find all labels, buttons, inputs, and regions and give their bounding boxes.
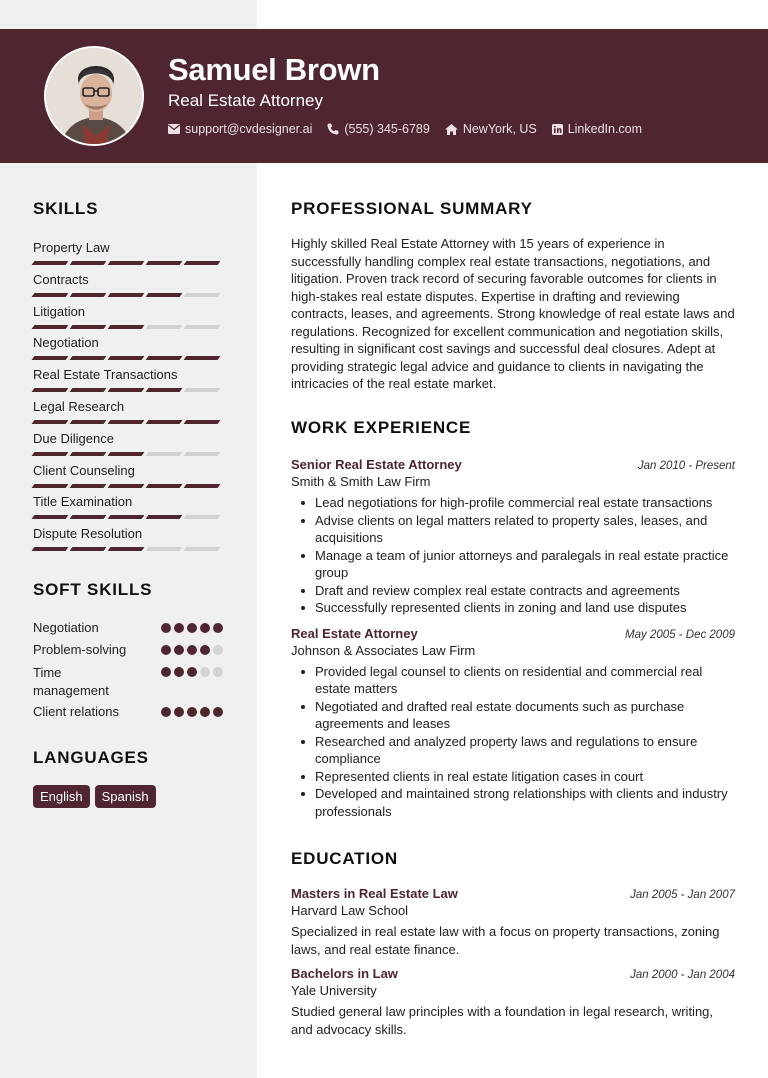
candidate-name: Samuel Brown (168, 52, 380, 87)
skill-level-segment (146, 547, 183, 551)
skill-level-segment (70, 420, 107, 424)
skill-level-segment (108, 420, 145, 424)
education-entry (291, 886, 735, 958)
language-tag: English (33, 785, 90, 808)
job-bullet: Negotiated and drafted real estate documents such as purchase agreements and leases (291, 698, 735, 733)
skill-row (33, 525, 223, 557)
skill-level-bar (33, 515, 223, 519)
education-section (291, 849, 735, 1038)
rating-dot (213, 623, 223, 633)
skill-label: Dispute Resolution (33, 526, 143, 542)
job-bullet: Draft and review complex real estate contracts and agreements (291, 582, 735, 600)
rating-dot (174, 645, 184, 655)
rating-dot (213, 645, 223, 655)
skill-level-segment (70, 356, 107, 360)
skill-level-segment (32, 293, 69, 297)
skill-level-segment (32, 356, 69, 360)
rating-dot (213, 667, 223, 677)
job-bullets (291, 494, 735, 617)
skill-level-segment (70, 293, 107, 297)
skill-level-segment (146, 420, 183, 424)
skill-level-segment (70, 325, 107, 329)
skill-label: Property Law (33, 240, 110, 255)
education-date: Jan 2000 - Jan 2004 (630, 969, 735, 981)
skill-level-segment (146, 388, 183, 392)
rating-dot (174, 623, 184, 633)
skill-level-segment (108, 515, 145, 519)
education-school: Yale University (291, 983, 377, 998)
job-role: Senior Real Estate Attorney (291, 457, 462, 472)
skill-row (33, 430, 223, 462)
skill-row (33, 239, 223, 271)
skill-level-segment (184, 261, 221, 265)
job-company: Johnson & Associates Law Firm (291, 642, 476, 658)
skill-row (33, 462, 223, 494)
envelope-icon (168, 124, 180, 134)
skill-level-bar (33, 293, 223, 297)
rating-dot (187, 667, 197, 677)
skill-level-segment (184, 356, 221, 360)
education-description: Studied general law principles with a foundation in legal research, writing, and advocacy skills. (291, 1004, 714, 1037)
skills-list (33, 239, 223, 557)
skill-level-segment (32, 388, 69, 392)
job-bullet: Manage a team of junior attorneys and paralegals in real estate practice group (291, 547, 735, 582)
soft-skill-rating (158, 642, 223, 655)
education-date: Jan 2005 - Jan 2007 (630, 889, 735, 901)
contact-linkedin-text: LinkedIn.com (567, 122, 643, 136)
skill-level-bar (33, 547, 223, 551)
skill-level-segment (70, 388, 107, 392)
job-bullet: Provided legal counsel to clients on residential and commercial real estate matters (291, 663, 735, 698)
rating-dot (213, 707, 223, 717)
soft-skill-rating (158, 704, 223, 717)
skill-level-segment (184, 388, 221, 392)
skill-level-bar (33, 356, 223, 360)
soft-skill-label: Time management (33, 665, 109, 698)
soft-skill-rating (158, 664, 223, 677)
skill-level-segment (184, 293, 221, 297)
rating-dot (161, 645, 171, 655)
skill-level-segment (32, 547, 69, 551)
skill-label: Litigation (33, 303, 86, 319)
skill-level-segment (32, 452, 69, 456)
soft-skill-label: Problem-solving (33, 642, 127, 657)
contact-phone-text: (555) 345-6789 (344, 122, 430, 136)
skill-level-segment (108, 484, 145, 488)
rating-dot (187, 707, 197, 717)
education-description: Specialized in real estate law with a focus on property transactions, zoning laws, and real estate finance. (291, 924, 720, 957)
skill-level-segment (108, 261, 145, 265)
skill-level-segment (146, 484, 183, 488)
contact-email[interactable] (168, 122, 312, 136)
skill-level-bar (33, 325, 223, 329)
phone-icon (327, 123, 339, 135)
job-entry (291, 626, 735, 821)
skill-level-segment (184, 547, 221, 551)
soft-skill-label: Negotiation (33, 620, 99, 635)
education-header (291, 966, 735, 981)
skill-level-segment (32, 484, 69, 488)
skill-level-segment (70, 484, 107, 488)
job-bullet: Successfully represented clients in zoning and land use disputes (291, 599, 735, 617)
languages-list (33, 785, 223, 808)
job-date: Jan 2010 - Present (637, 460, 735, 472)
skill-level-segment (70, 261, 107, 265)
rating-dot (161, 667, 171, 677)
soft-skill-row (33, 642, 223, 664)
skill-row (33, 303, 223, 335)
linkedin-icon (552, 124, 563, 135)
skill-row (33, 398, 223, 430)
skill-row (33, 366, 223, 398)
job-header (291, 626, 735, 641)
contact-linkedin[interactable] (552, 122, 642, 136)
skill-level-segment (108, 547, 145, 551)
skill-level-bar (33, 452, 223, 456)
contact-location-text: NewYork, US (462, 122, 537, 136)
skill-level-segment (32, 261, 69, 265)
summary-text: Highly skilled Real Estate Attorney with 15 years of experience in successfully handling complex real estate transactions, negotiations, and litigation. Proven track record of securing favorable outcomes for clients in high-stakes real estate disputes. Expertise in drafting and reviewing contracts, leases, and agreements. Strong knowledge of real estate laws and regulations. Recognized for excellent communication and negotiation skills, resulting in significant cost savings and successful deal closures. Adept at providing strategic legal advice and guidance to clients in navigating the intricacies of the real estate market. (291, 236, 735, 391)
skill-level-segment (146, 293, 183, 297)
skill-level-segment (146, 452, 183, 456)
skill-level-bar (33, 261, 223, 265)
skill-level-segment (70, 452, 107, 456)
skill-level-bar (33, 420, 223, 424)
skill-level-segment (146, 261, 183, 265)
rating-dot (174, 707, 184, 717)
experience-section (291, 418, 735, 820)
skill-level-segment (146, 515, 183, 519)
job-bullet: Represented clients in real estate litigation cases in court (291, 768, 735, 786)
education-degree: Bachelors in Law (291, 966, 398, 981)
skill-label: Contracts (33, 271, 89, 287)
soft-skill-label: Client relations (33, 704, 119, 719)
skill-level-segment (108, 452, 145, 456)
skill-level-segment (108, 388, 145, 392)
skill-level-segment (184, 515, 221, 519)
skill-label: Legal Research (33, 398, 125, 414)
contact-email-text: support@cvdesigner.ai (185, 122, 313, 136)
profile-photo (44, 46, 144, 146)
soft-skills-heading: SOFT SKILLS (33, 580, 153, 599)
soft-skills-section (33, 580, 223, 726)
skill-level-segment (70, 547, 107, 551)
skill-level-segment (32, 515, 69, 519)
skill-level-segment (184, 484, 221, 488)
soft-skill-row (33, 620, 223, 642)
rating-dot (187, 645, 197, 655)
skill-level-segment (108, 325, 145, 329)
soft-skill-rating (158, 620, 223, 633)
skill-level-segment (70, 515, 107, 519)
summary-section (291, 199, 735, 393)
contact-phone[interactable] (327, 122, 429, 136)
skill-row (33, 493, 223, 525)
skill-level-segment (108, 356, 145, 360)
job-bullet: Researched and analyzed property laws and regulations to ensure compliance (291, 733, 735, 768)
education-degree: Masters in Real Estate Law (291, 886, 458, 901)
rating-dot (187, 623, 197, 633)
skill-level-segment (146, 325, 183, 329)
rating-dot (200, 645, 210, 655)
job-role: Real Estate Attorney (291, 625, 418, 641)
languages-heading: LANGUAGES (33, 748, 149, 767)
job-bullet: Lead negotiations for high-profile commercial real estate transactions (291, 494, 735, 512)
rating-dot (200, 667, 210, 677)
skill-level-segment (184, 452, 221, 456)
skill-label: Real Estate Transactions (33, 367, 178, 383)
skill-level-bar (33, 484, 223, 488)
education-header (291, 886, 735, 901)
candidate-title: Real Estate Attorney (168, 91, 323, 110)
skills-heading: SKILLS (33, 199, 99, 218)
skill-row (33, 334, 223, 366)
job-entry (291, 457, 735, 617)
header-banner (0, 29, 768, 163)
education-school: Harvard Law School (291, 903, 409, 918)
education-heading: EDUCATION (291, 849, 398, 868)
rating-dot (161, 707, 171, 717)
skill-level-segment (108, 293, 145, 297)
skill-level-bar (33, 388, 223, 392)
job-bullet: Developed and maintained strong relationships with clients and industry professionals (291, 785, 735, 820)
skill-row (33, 271, 223, 303)
job-date: May 2005 - Dec 2009 (625, 628, 735, 641)
skill-label: Client Counseling (33, 462, 135, 478)
soft-skill-row (33, 664, 223, 704)
job-header (291, 457, 735, 472)
job-bullet: Advise clients on legal matters related to property sales, leases, and acquisitions (291, 512, 735, 547)
rating-dot (200, 623, 210, 633)
skill-label: Title Examination (33, 494, 133, 510)
soft-skill-row (33, 704, 223, 726)
skill-level-segment (184, 420, 221, 424)
rating-dot (161, 623, 171, 633)
skills-section (33, 199, 223, 557)
experience-heading: WORK EXPERIENCE (291, 418, 472, 437)
contact-list (168, 122, 657, 136)
skill-level-segment (146, 356, 183, 360)
rating-dot (174, 667, 184, 677)
job-bullets (291, 663, 735, 821)
skill-level-segment (184, 325, 221, 329)
language-tag: Spanish (95, 785, 156, 808)
skill-level-segment (32, 420, 69, 424)
languages-section (33, 748, 223, 808)
rating-dot (200, 707, 210, 717)
soft-skills-list (33, 620, 223, 726)
skill-label: Negotiation (33, 335, 99, 351)
skill-level-segment (32, 325, 69, 329)
home-icon (445, 124, 458, 135)
skill-label: Due Diligence (33, 430, 114, 446)
summary-heading: PROFESSIONAL SUMMARY (291, 199, 533, 218)
contact-location (445, 122, 537, 136)
job-company: Smith & Smith Law Firm (291, 474, 431, 489)
education-entry (291, 966, 735, 1038)
